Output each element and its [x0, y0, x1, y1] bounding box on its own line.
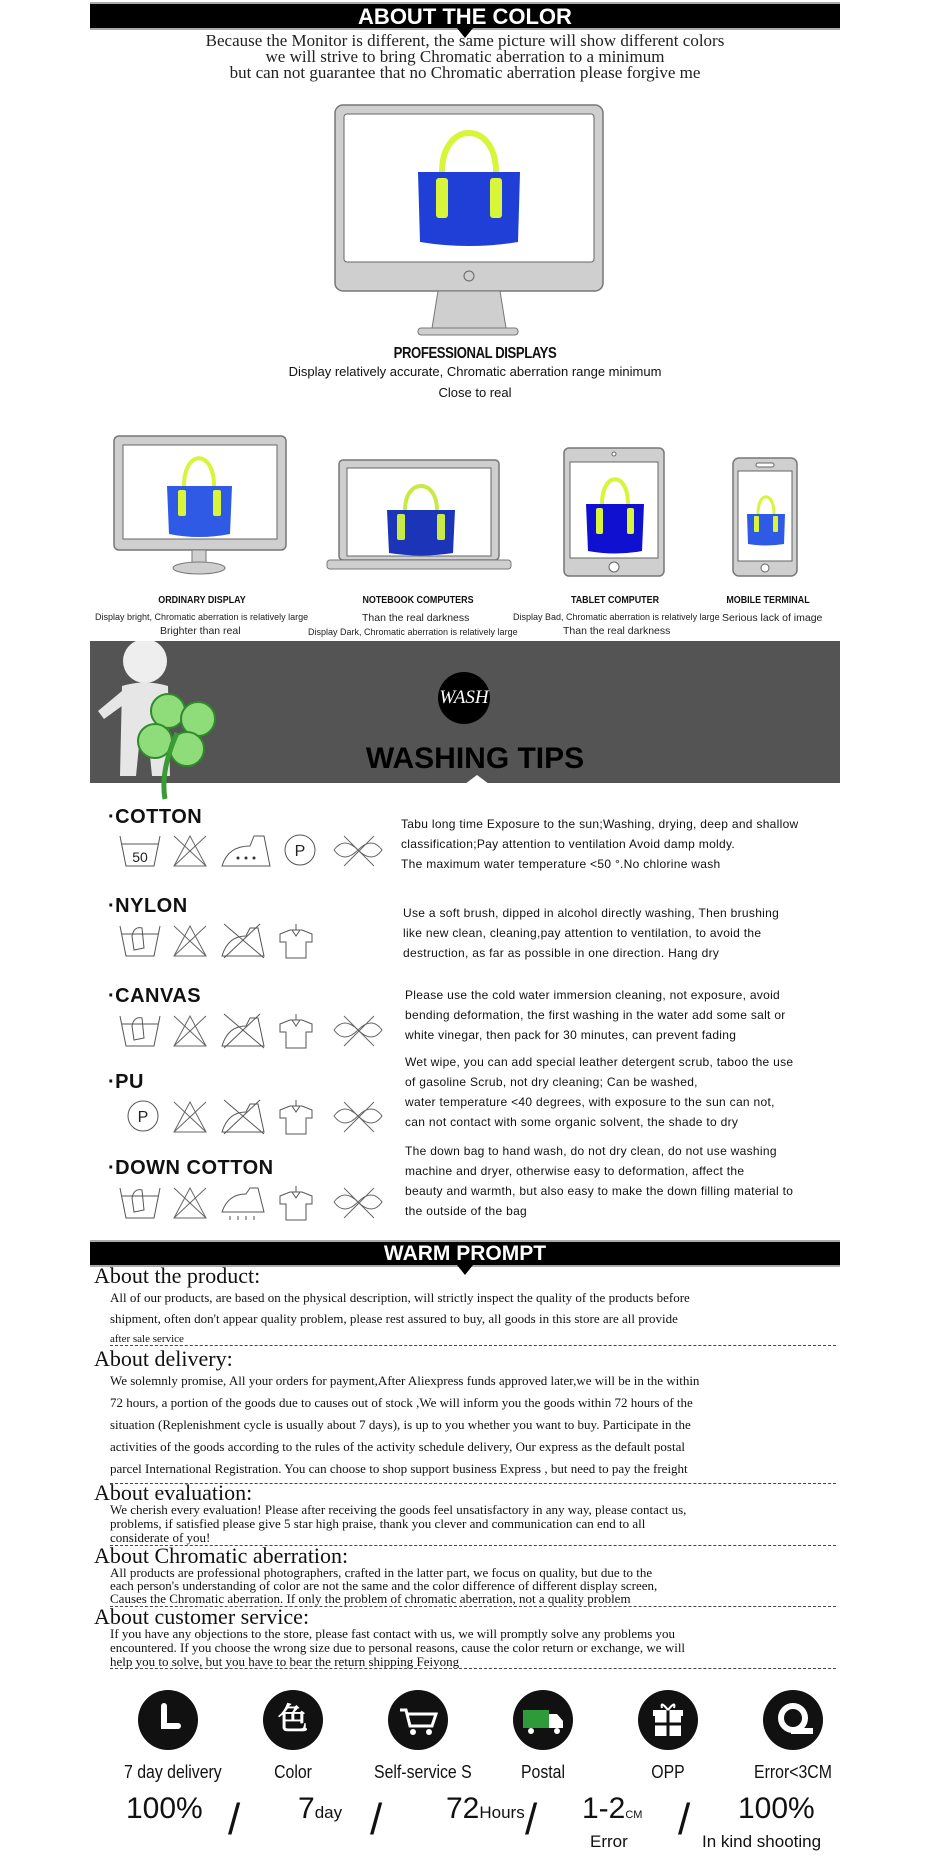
service-item	[618, 1690, 718, 1783]
fabric-text-line: bending deformation, the first washing in the water add some salt or	[405, 1008, 786, 1022]
stat-value-error	[582, 1792, 642, 1826]
hang-dry-icon	[276, 1098, 316, 1136]
section-line: encountered. If you choose the wrong size due to personal reasons, cause the color return or exchange, we will	[110, 1640, 686, 1655]
warm-prompt-title: WARM PROMPT	[383, 1242, 547, 1265]
section-text-chromatic	[110, 1566, 840, 1605]
fabric-text-line: water temperature <40 degrees, with exposure to the sun can not,	[405, 1095, 775, 1109]
stat-value-response	[446, 1792, 525, 1826]
fabric-text-line: the outside of the bag	[405, 1204, 528, 1218]
banner-notch	[465, 775, 489, 784]
fabric-text-nylon	[403, 903, 843, 963]
fabric-title-canvas: ·CANVAS	[108, 985, 202, 1007]
fabric-text-canvas	[405, 985, 843, 1045]
fabric-text-line: Tabu long time Exposure to the sun;Washing, drying, deep and shallow	[401, 817, 799, 831]
device-sub-notebook-1: Than the real darkness	[362, 612, 470, 624]
stat-number: 7	[298, 1792, 315, 1825]
service-label: Self-service S	[374, 1762, 472, 1782]
fabric-text-line: The down bag to hand wash, do not dry clean, do not use washing	[405, 1144, 777, 1158]
service-label: 7 day delivery	[124, 1762, 222, 1782]
section-line: All products are professional photographers, crafted in the latter part, we focus on quality, but due to the	[110, 1565, 653, 1580]
stat-value-shooting	[738, 1792, 815, 1826]
no-iron-icon	[220, 922, 266, 960]
no-wring-icon	[330, 1098, 386, 1136]
fabric-text-line: like new clean, cleaning,pay attention to ventilation, to avoid the	[403, 926, 762, 940]
mascot-clover-illustration	[90, 641, 230, 801]
section-heading-customer-service: About customer service:	[94, 1604, 310, 1629]
stat-divider: /	[525, 1795, 538, 1844]
section-line: help you to solve, but you have to bear the return shipping Feiyong	[110, 1654, 460, 1669]
stat-value-quality	[126, 1792, 203, 1826]
washing-tips-title: WASHING TIPS	[365, 742, 585, 775]
section-heading-text: About customer service	[94, 1604, 303, 1629]
tablet-illustration	[562, 446, 672, 581]
device-title-ordinary: ORDINARY DISPLAY	[158, 594, 246, 606]
section-heading-text: About the product	[94, 1263, 255, 1288]
fabric-title-nylon: ·NYLON	[108, 895, 188, 917]
iron-high-icon	[220, 832, 274, 870]
service-item	[243, 1690, 343, 1783]
stat-number: 100%	[738, 1792, 815, 1825]
wash-50-icon	[118, 832, 162, 870]
ordinary-display-illustration	[112, 434, 292, 579]
fabric-text-line: of gasoline Scrub, not dry cleaning; Can be washed,	[405, 1075, 698, 1089]
service-label: Color	[274, 1762, 312, 1782]
notebook-illustration	[325, 458, 515, 573]
no-bleach-icon	[170, 1184, 210, 1222]
stat-number: 1-2	[582, 1792, 626, 1825]
care-icons-nylon	[118, 922, 418, 962]
delivery-truck-icon	[513, 1690, 573, 1750]
fabric-text-line: machine and dryer, otherwise easy to deformation, affect the	[405, 1164, 745, 1178]
hang-dry-icon	[276, 1012, 316, 1050]
iron-steam-icon	[220, 1184, 266, 1222]
section-line: We cherish every evaluation! Please after receiving the goods feel unsatisfactory in any way, please contact us,	[110, 1502, 687, 1517]
no-bleach-icon	[170, 832, 210, 870]
section-line: parcel International Registration. You can choose to shop support business Express , but need to pay the freight	[110, 1461, 688, 1476]
tape-measure-icon	[763, 1690, 823, 1750]
wash-badge: WASH	[438, 672, 490, 724]
stat-caption-error: Error	[590, 1832, 628, 1851]
device-sub-tablet-1: Display Bad, Chromatic aberration is relatively large	[513, 612, 720, 622]
stat-caption-shooting: In kind shooting	[702, 1832, 822, 1851]
intro-line: we will strive to bring Chromatic aberration to a minimum	[265, 47, 665, 66]
professional-line-2: Close to real	[438, 385, 512, 400]
section-line: Causes the Chromatic aberration. If only the problem of chromatic aberration, not a quality problem	[110, 1591, 631, 1606]
professional-monitor-illustration	[330, 100, 610, 340]
fabric-text-line: Please use the cold water immersion cleaning, not exposure, avoid	[405, 988, 781, 1002]
section-line: after sale service	[110, 1333, 184, 1345]
color-intro	[90, 33, 840, 81]
monitor-stand	[432, 291, 506, 328]
intro-line: but can not guarantee that no Chromatic aberration please forgive me	[229, 63, 701, 82]
device-sub-tablet-2: Than the real darkness	[563, 625, 671, 637]
no-bleach-icon	[170, 922, 210, 960]
dry-clean-p-icon	[283, 832, 319, 870]
fabric-text-down-cotton	[405, 1141, 843, 1221]
section-line: All of our products, are based on the physical description, will strictly inspect the quality of the products before	[110, 1290, 690, 1305]
service-label: OPP	[651, 1762, 685, 1782]
fabric-text-line: white vinegar, then pack for 30 minutes, can prevent fading	[405, 1028, 737, 1042]
section-heading-text: About delivery	[94, 1346, 227, 1371]
fabric-text-cotton	[401, 814, 841, 874]
gift-box-icon	[638, 1690, 698, 1750]
section-line: situation (Replenishment cycle is usually about 7 days), is up to you whether you want to buy. Participate in the	[110, 1417, 691, 1432]
fabric-text-line: can not contact with some organic solvent, the shade to dry	[405, 1115, 739, 1129]
stat-number: 100%	[126, 1792, 203, 1825]
monitor-power-button	[464, 271, 474, 281]
stat-divider: /	[370, 1795, 383, 1844]
svg-text:P: P	[294, 843, 306, 860]
no-wring-icon	[330, 832, 386, 870]
section-heading-product: About the product:	[94, 1263, 261, 1288]
mobile-illustration	[730, 456, 800, 581]
section-text-customer-service	[110, 1627, 840, 1669]
fabric-text-line: Use a soft brush, dipped in alcohol directly washing, Then brushing	[403, 906, 780, 920]
fabric-text-line: Wet wipe, you can add special leather detergent scrub, taboo the use	[405, 1055, 794, 1069]
no-bleach-icon	[170, 1098, 210, 1136]
hand-wash-icon	[118, 1184, 162, 1222]
hand-wash-icon	[118, 922, 162, 960]
header-notch	[457, 1265, 473, 1275]
service-item	[368, 1690, 472, 1783]
section-divider	[110, 1668, 836, 1669]
section-line: We solemnly promise, All your orders for payment,After Aliexpress funds approved later,we will be in the within	[110, 1373, 700, 1388]
care-icons-canvas	[118, 1012, 418, 1052]
color-glyph: 色	[278, 1702, 308, 1737]
no-iron-icon	[220, 1012, 266, 1050]
color-character-icon	[263, 1690, 323, 1750]
care-icons-down-cotton	[118, 1184, 418, 1224]
stat-value-delivery	[298, 1792, 342, 1826]
service-label: Error<3CM	[754, 1762, 832, 1782]
no-iron-icon	[220, 1098, 266, 1136]
section-line: shipment, often don't appear quality problem, please rest assured to buy, all goods in this store are all provide	[110, 1311, 678, 1326]
device-title-mobile: MOBILE TERMINAL	[726, 594, 810, 606]
svg-text:P: P	[137, 1109, 149, 1126]
service-item	[118, 1690, 222, 1783]
fabric-text-line: The maximum water temperature <50 °.No chlorine wash	[401, 857, 721, 871]
professional-line-1: Display relatively accurate, Chromatic aberration range minimum	[288, 364, 662, 379]
section-line: each person's understanding of color are not the same and the color difference of different display screen,	[110, 1578, 658, 1593]
section-heading-chromatic: About Chromatic aberration:	[94, 1543, 349, 1568]
section-line: problems, if satisfied please give 5 star high praise, thank you clever and communication can end to all	[110, 1516, 646, 1531]
section-heading-text: About evaluation	[94, 1480, 247, 1505]
fabric-title-down-cotton: ·DOWN COTTON	[108, 1157, 274, 1179]
fabric-text-line: beauty and warmth, but also easy to make the down filling material to	[405, 1184, 794, 1198]
device-title-tablet: TABLET COMPUTER	[570, 594, 660, 606]
stat-number: 72	[446, 1792, 480, 1825]
section-heading-evaluation: About evaluation:	[94, 1480, 253, 1505]
shopping-cart-icon	[388, 1690, 448, 1750]
fabric-text-line: destruction, as far as possible in one direction. Hang dry	[403, 946, 720, 960]
section-line: If you have any objections to the store, please fast contact with us, we will promptly solve any problems you	[110, 1626, 676, 1641]
section-line: activities of the goods according to the rules of the activity schedule delivery, Our express as the default postal	[110, 1439, 685, 1454]
stat-unit: day	[314, 1803, 343, 1822]
device-title-notebook: NOTEBOOK COMPUTERS	[362, 594, 474, 606]
service-item	[493, 1690, 593, 1783]
section-text-delivery	[110, 1370, 840, 1480]
no-wring-icon	[330, 1012, 386, 1050]
dry-clean-p-icon	[126, 1098, 162, 1136]
section-heading-delivery: About delivery:	[94, 1346, 233, 1371]
stat-unit: Hours	[479, 1803, 525, 1822]
care-icons-pu	[118, 1098, 418, 1138]
svg-text:50: 50	[132, 849, 148, 865]
stat-divider: /	[228, 1795, 241, 1844]
hand-wash-icon	[118, 1012, 162, 1050]
monitor-base	[418, 328, 518, 335]
hang-dry-icon	[276, 1184, 316, 1222]
section-text-evaluation	[110, 1503, 840, 1545]
fabric-text-pu	[405, 1052, 843, 1132]
device-sub-mobile-1: Serious lack of image	[722, 612, 823, 624]
about-color-header	[90, 2, 840, 30]
about-color-title: ABOUT THE COLOR	[358, 4, 572, 29]
service-item	[743, 1690, 843, 1783]
hang-dry-icon	[276, 922, 316, 960]
section-heading-text: About Chromatic aberration	[94, 1543, 343, 1568]
no-wring-icon	[330, 1184, 386, 1222]
service-label: Postal	[520, 1762, 566, 1782]
device-sub-ordinary-2: Brighter than real	[160, 625, 241, 637]
care-icons-cotton	[118, 832, 418, 872]
intro-line: Because the Monitor is different, the same picture will show different colors	[205, 31, 725, 50]
fabric-title-cotton: ·COTTON	[108, 806, 203, 828]
stat-divider: /	[678, 1795, 691, 1844]
section-line: considerate of you!	[110, 1530, 211, 1545]
clock-icon	[138, 1690, 198, 1750]
device-sub-notebook-2: Display Dark, Chromatic aberration is relatively large	[308, 627, 518, 637]
fabric-text-line: classification;Pay attention to ventilation Avoid damp moldy.	[401, 837, 736, 851]
section-line: 72 hours, a portion of the goods due to causes out of stock ,We will inform you the goods within 72 hours of the	[110, 1395, 693, 1410]
device-sub-ordinary-1: Display bright, Chromatic aberration is relatively large	[95, 612, 309, 622]
section-text-product	[110, 1287, 840, 1350]
no-bleach-icon	[170, 1012, 210, 1050]
professional-displays-title: PROFESSIONAL DISPLAYS	[393, 345, 557, 362]
stat-unit: CM	[625, 1809, 643, 1821]
fabric-title-pu: ·PU	[108, 1071, 144, 1093]
